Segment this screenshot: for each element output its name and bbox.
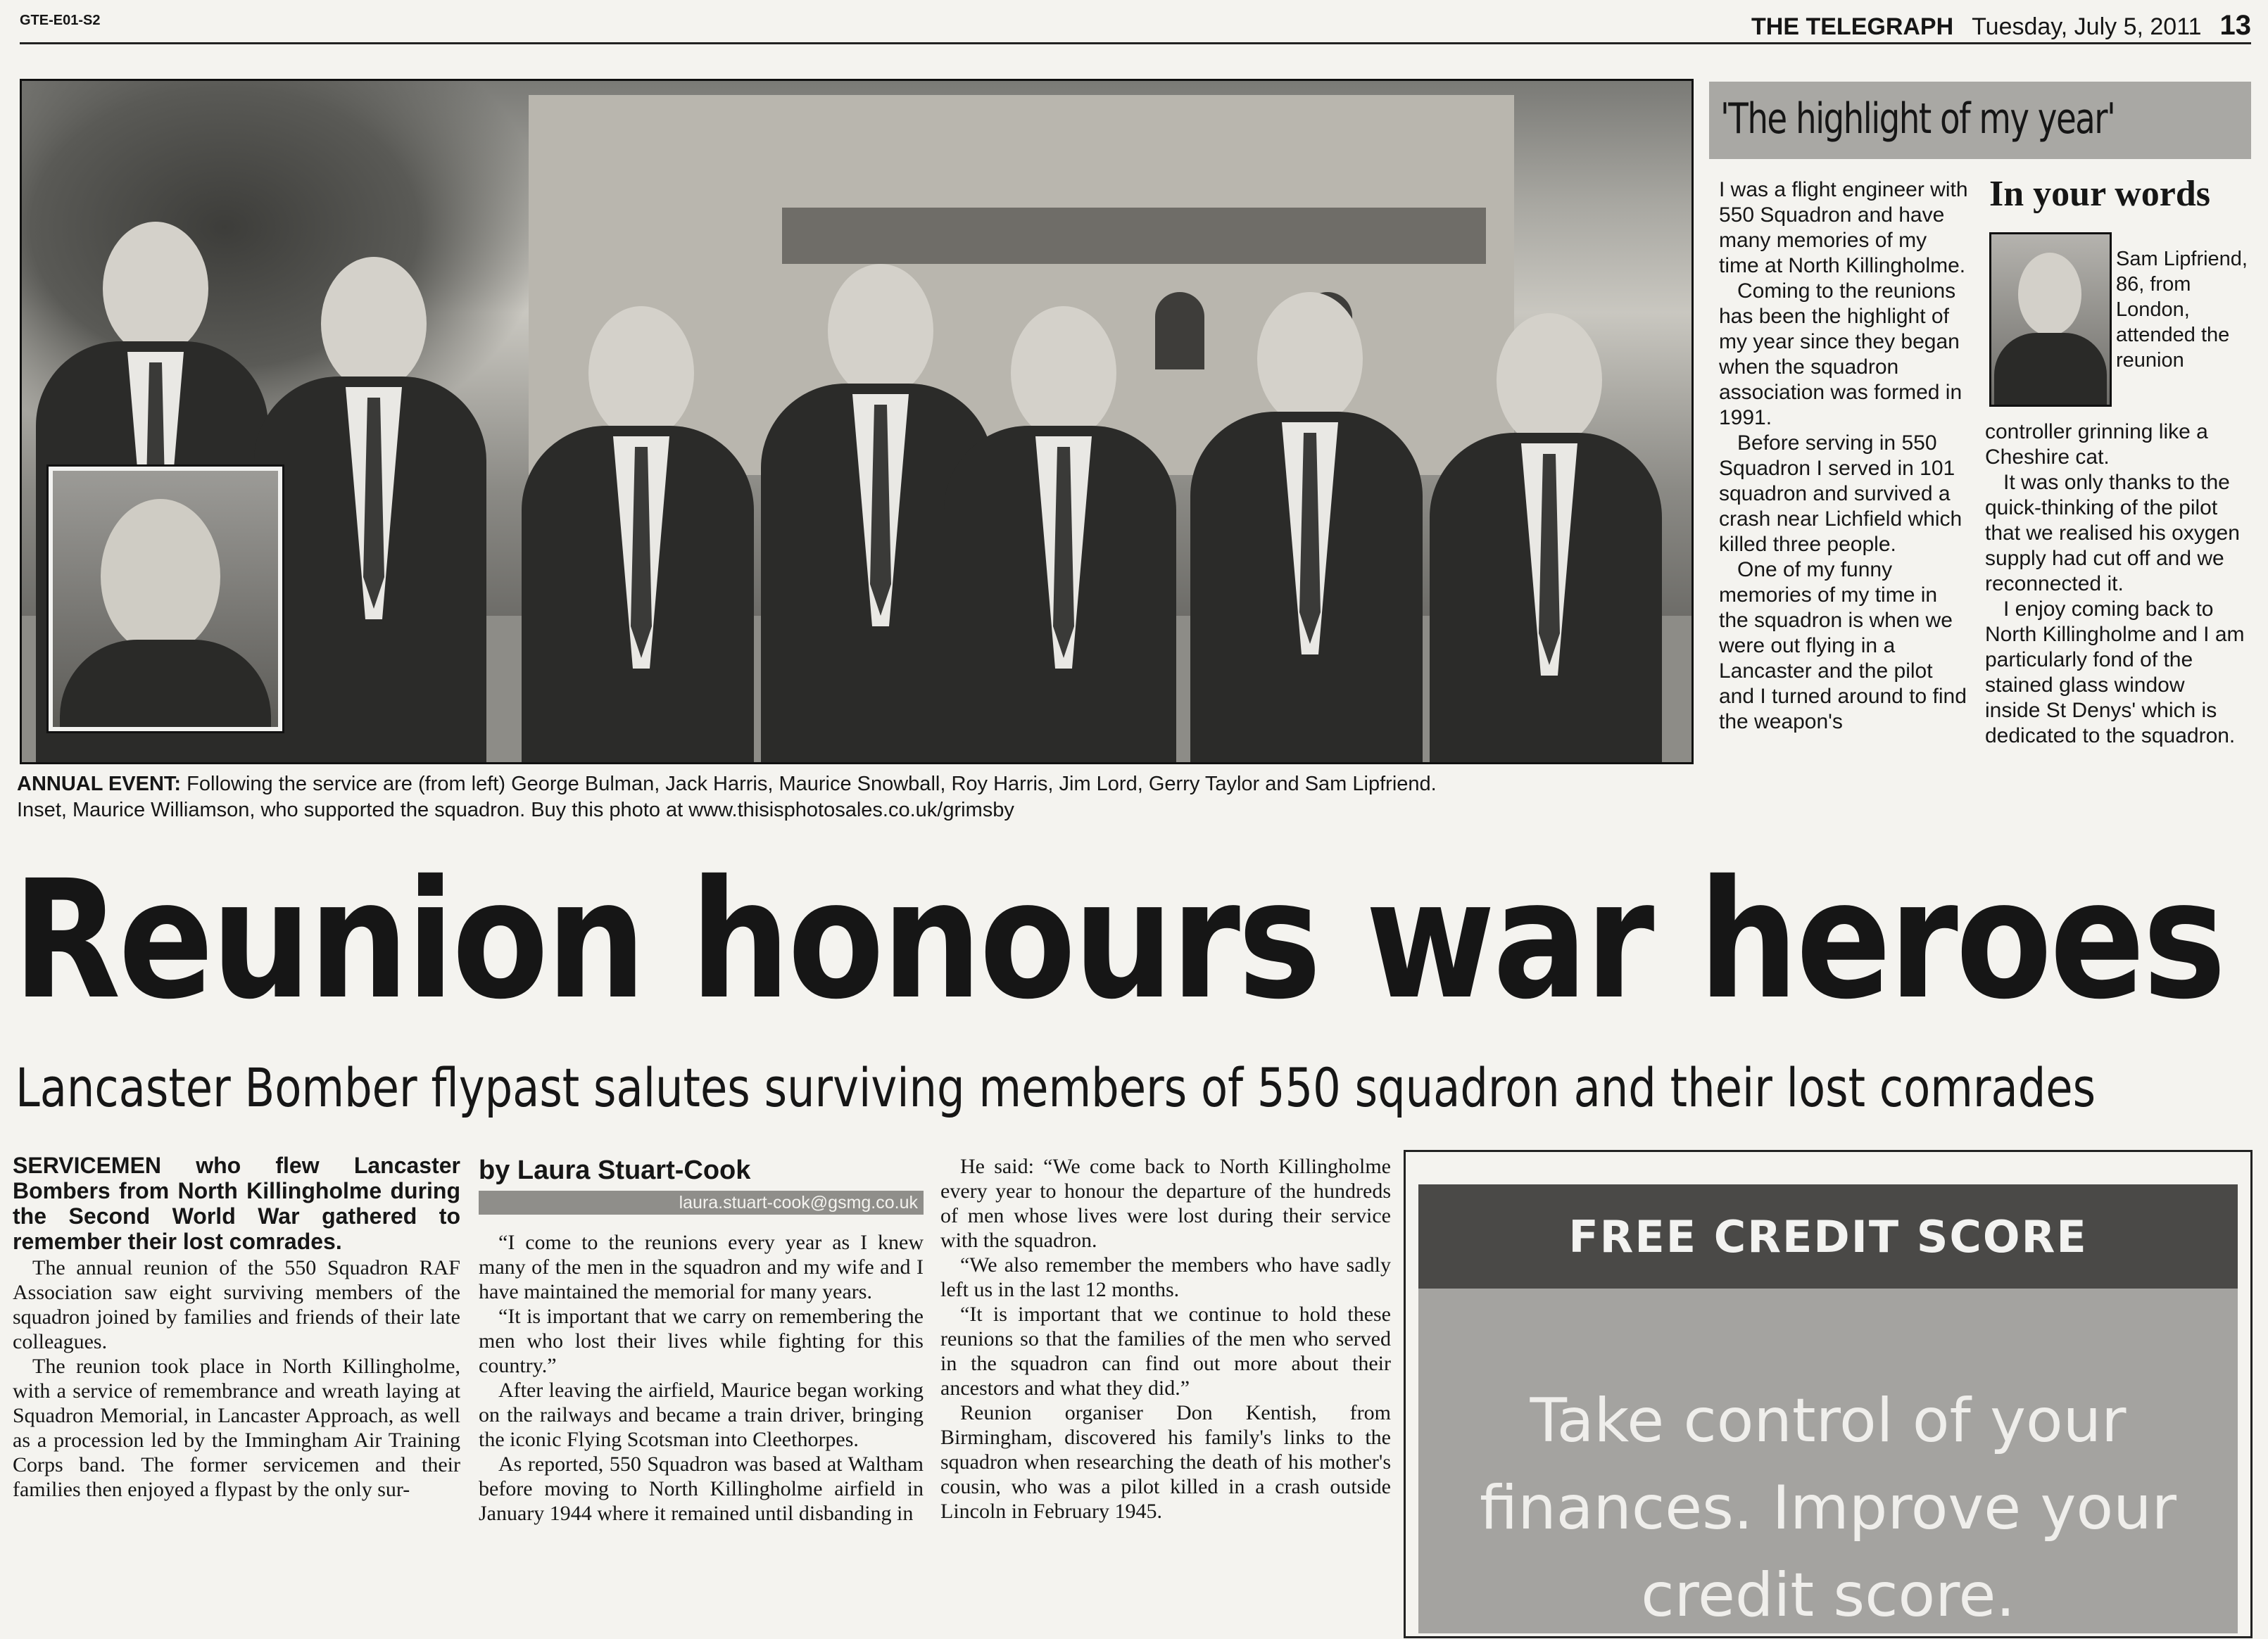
masthead [1751,10,2251,42]
paper-name: THE TELEGRAPH [1751,13,1954,40]
caption-label: ANNUAL EVENT: [17,773,182,795]
photo-person [1190,292,1423,764]
article-paragraph: Reunion organiser Don Kentish, from Birmingham, discovered his family's links to the squadron when researching the death of his mother's cousin, who was a pilot killed in a crash outside Lincoln in February 1945. [940,1401,1391,1523]
credit-score-advert[interactable] [1404,1150,2253,1638]
caption-line-2: Inset, Maurice Williamson, who supported the squadron. Buy this photo at www.thisisphotosales.co.uk/grimsby [17,799,1014,821]
sidebar-paragraph: One of my funny memories of my time in the squadron is when we were out flying in a Lancaster and the pilot and I turned around to find the weapon's [1719,558,1967,733]
article-paragraph: “It is important that we continue to hold these reunions so that the families of the men who served in the squadron can find out more about their ancestors and what they did.” [940,1303,1391,1400]
photo-person [1430,313,1662,764]
main-photo [20,79,1694,764]
article-column-1 [13,1153,460,1502]
in-your-words-heading: In your words [1989,174,2211,214]
sidebar-paragraph: I enjoy coming back to North Killingholme and I am particularly fond of the stained glass window inside St Denys' which is dedicated to the squadron. [1985,597,2245,747]
sidebar-paragraph: Before serving in 550 Squadron I served in 101 squadron and survived a crash near Lichfield which killed three people. [1719,431,1963,556]
advert-title-bar [1418,1184,2238,1289]
article-paragraph: “It is important that we carry on remembering the men who lost their lives while fighting for this country.” [479,1305,924,1377]
page-folio: GTE-E01-S2 [20,13,101,28]
page-number: 13 [2219,10,2251,41]
caption-text: Following the service are (from left) George Bulman, Jack Harris, Maurice Snowball, Roy Harris, Jim Lord, Gerry Taylor and Sam Lipfriend. [187,773,1437,795]
article-paragraph: The reunion took place in North Killingholme, with a service of remembrance and wreath laying at Squadron Memorial, in Lancaster Approach, as well as a procession led by the Immingham Air Training Corps band. The former servicemen and their families then enjoyed a flypast by the only sur- [13,1355,460,1501]
sidebar-paragraph: controller grinning like a Cheshire cat. [1985,420,2208,469]
header-rule [20,42,2251,44]
article-column-3 [940,1154,1391,1524]
headline: Reunion honours war heroes [13,845,2224,1035]
sidebar-left-column [1719,177,1972,735]
issue-date: Tuesday, July 5, 2011 [1972,13,2202,40]
portrait-photo [1989,232,2112,407]
article-paragraph: He said: “We come back to North Killingholme every year to honour the departure of the hundreds of men whose lives were lost during their service with the squadron. [940,1155,1391,1252]
advert-title: FREE CREDIT SCORE [1568,1211,2088,1263]
byline: by Laura Stuart-Cook [479,1156,751,1185]
article-paragraph: After leaving the airfield, Maurice began working on the railways and became a train driver, bringing the iconic Flying Scotsman into Cleethorpes. [479,1379,924,1451]
article-column-2 [479,1154,924,1526]
article-paragraph: The annual reunion of the 550 Squadron RAF Association saw eight surviving members of the squadron joined by families and friends of their late colleagues. [13,1256,460,1353]
advert-panel [1418,1289,2238,1633]
article-paragraph: “I come to the reunions every year as I knew many of the men in the squadron and my wife and I have maintained the memorial for many years. [479,1231,924,1303]
sidebar-right-column [1985,419,2245,749]
photo-church-roof [782,208,1486,264]
portrait-caption: Sam Lipfriend, 86, from London, attended the reunion [2116,248,2248,372]
sidebar-heading [1709,82,2251,159]
photo-person [254,257,486,764]
author-email[interactable]: laura.stuart-cook@gsmg.co.uk [479,1191,924,1215]
sidebar-paragraph: Coming to the reunions has been the highlight of my year since they began when the squadron association was formed in 1991. [1719,279,1963,429]
sidebar-paragraph: I was a flight engineer with 550 Squadron and have many memories of my time at North Killingholme. [1719,178,1968,277]
inset-photo [49,467,282,731]
photo-person [944,306,1176,764]
sidebar-heading-text: 'The highlight of my year' [1720,94,2115,144]
article-paragraph: As reported, 550 Squadron was based at Waltham before moving to North Killingholme airfield in January 1944 where it remained until disbanding in [479,1453,924,1525]
article-intro: SERVICEMEN who flew Lancaster Bombers from North Killingholme during the Second World War gathered to remember their lost comrades. [13,1153,460,1254]
photo-person [522,306,754,764]
standfirst: Lancaster Bomber flypast salutes surviving members of 550 squadron and their lost comrades [15,1056,2096,1119]
advert-body: Take control of your finances. Improve your credit score. [1480,1386,2176,1631]
photo-caption [17,771,1692,823]
article-paragraph: “We also remember the members who have sadly left us in the last 12 months. [940,1253,1391,1301]
sidebar-paragraph: It was only thanks to the quick-thinking of the pilot that we realised his oxygen supply had cut off and we reconnected it. [1985,471,2240,595]
